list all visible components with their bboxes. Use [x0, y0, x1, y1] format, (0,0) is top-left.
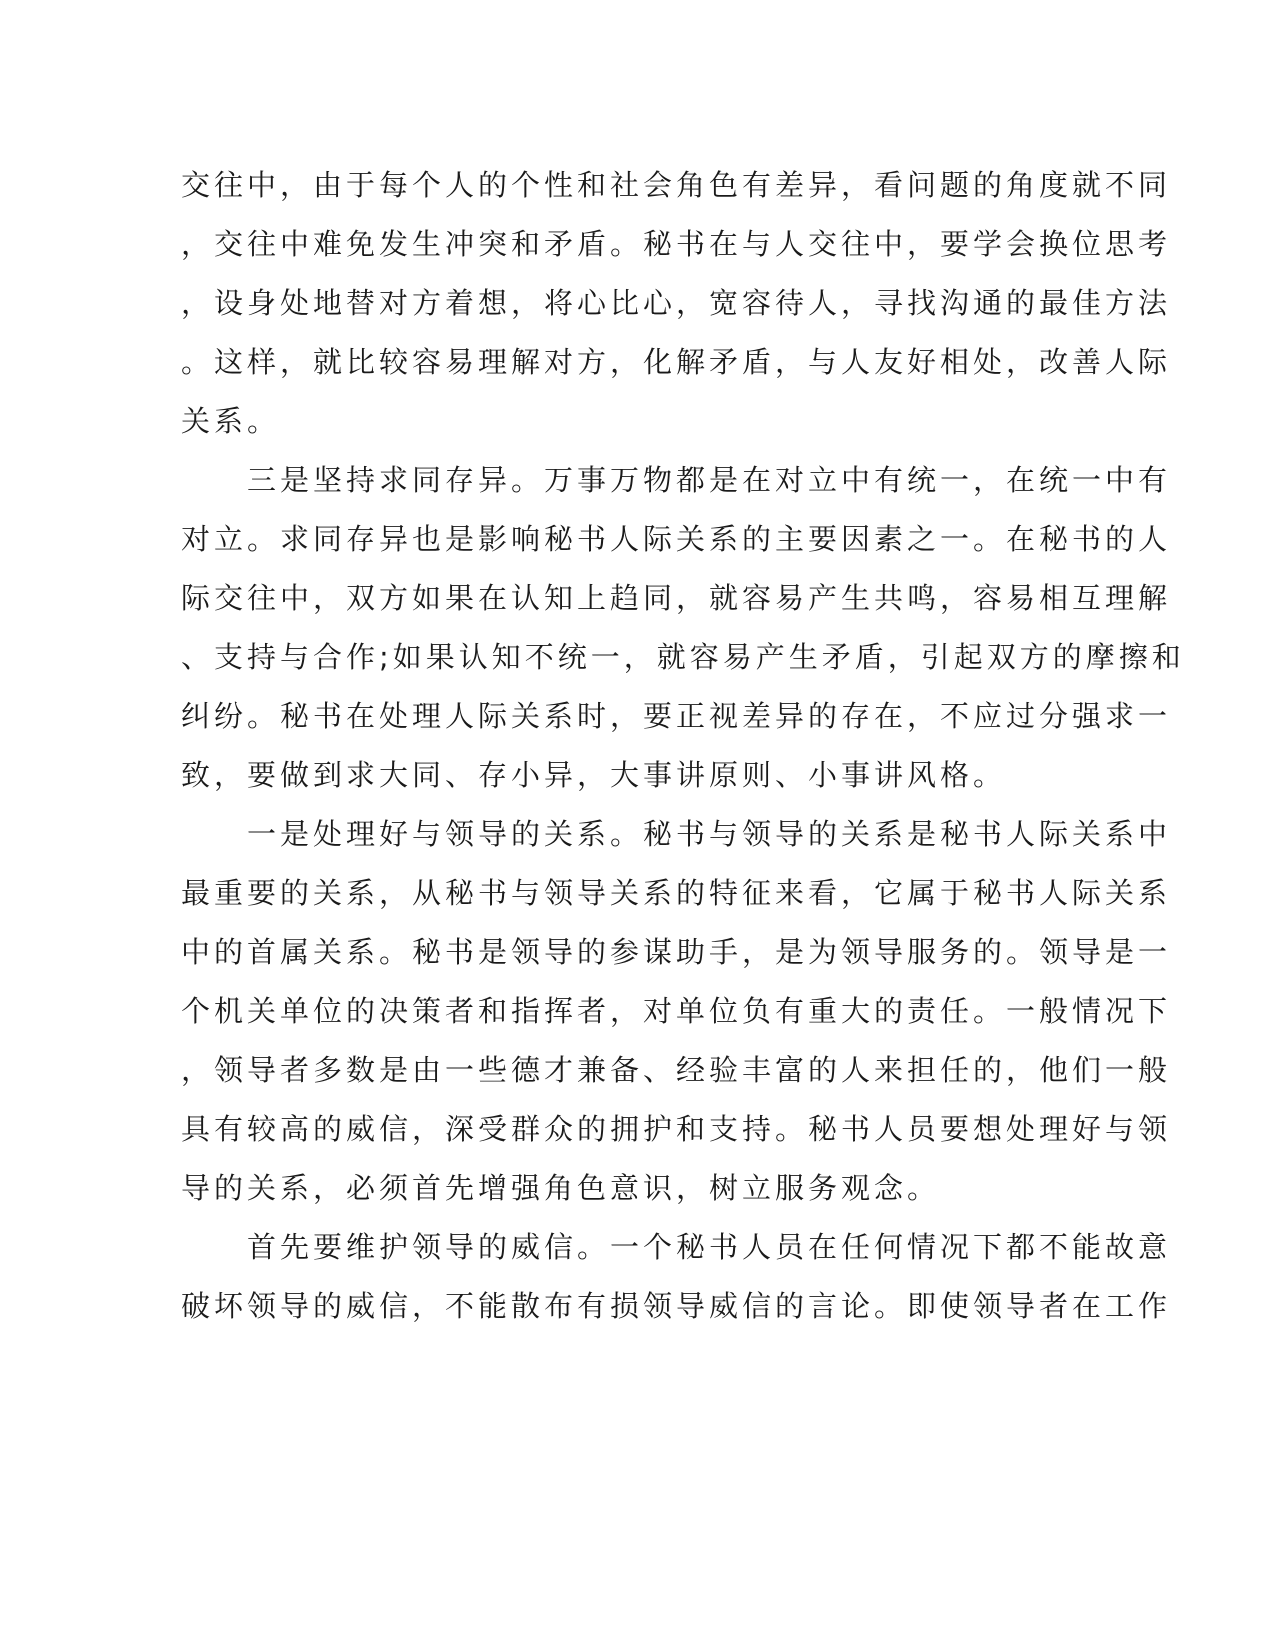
text-line: 破坏领导的威信，不能散布有损领导威信的言论。即使领导者在工作: [181, 1289, 1172, 1323]
text-line: ，设身处地替对方着想，将心比心，宽容待人，寻找沟通的最佳方法: [181, 286, 1172, 320]
text-line: 。这样，就比较容易理解对方，化解矛盾，与人友好相处，改善人际: [181, 345, 1172, 379]
text-line: 三是坚持求同存异。万事万物都是在对立中有统一，在统一中有: [181, 463, 1172, 497]
text-line: 纠纷。秘书在处理人际关系时，要正视差异的存在，不应过分强求一: [181, 699, 1172, 733]
text-line: 最重要的关系，从秘书与领导关系的特征来看，它属于秘书人际关系: [181, 876, 1172, 910]
text-line: ，交往中难免发生冲突和矛盾。秘书在与人交往中，要学会换位思考: [181, 227, 1172, 261]
text-line: 导的关系，必须首先增强角色意识，树立服务观念。: [181, 1171, 941, 1205]
text-line: 际交往中，双方如果在认知上趋同，就容易产生共鸣，容易相互理解: [181, 581, 1172, 615]
text-line: 交往中，由于每个人的个性和社会角色有差异，看问题的角度就不同: [181, 168, 1172, 202]
text-line: 个机关单位的决策者和指挥者，对单位负有重大的责任。一般情况下: [181, 994, 1172, 1028]
text-line: 关系。: [181, 404, 281, 438]
text-line: ，领导者多数是由一些德才兼备、经验丰富的人来担任的，他们一般: [181, 1053, 1172, 1087]
text-line: 中的首属关系。秘书是领导的参谋助手，是为领导服务的。领导是一: [181, 935, 1172, 969]
text-line: 首先要维护领导的威信。一个秘书人员在任何情况下都不能故意: [181, 1230, 1172, 1264]
text-line: 一是处理好与领导的关系。秘书与领导的关系是秘书人际关系中: [181, 817, 1172, 851]
text-line: 具有较高的威信，深受群众的拥护和支持。秘书人员要想处理好与领: [181, 1112, 1172, 1146]
text-line: 对立。求同存异也是影响秘书人际关系的主要因素之一。在秘书的人: [181, 522, 1172, 556]
text-line: 致，要做到求大同、存小异，大事讲原则、小事讲风格。: [181, 758, 1007, 792]
body-text: [181, 156, 1185, 1336]
text-line: 、支持与合作;如果认知不统一，就容易产生矛盾，引起双方的摩擦和: [181, 640, 1185, 674]
